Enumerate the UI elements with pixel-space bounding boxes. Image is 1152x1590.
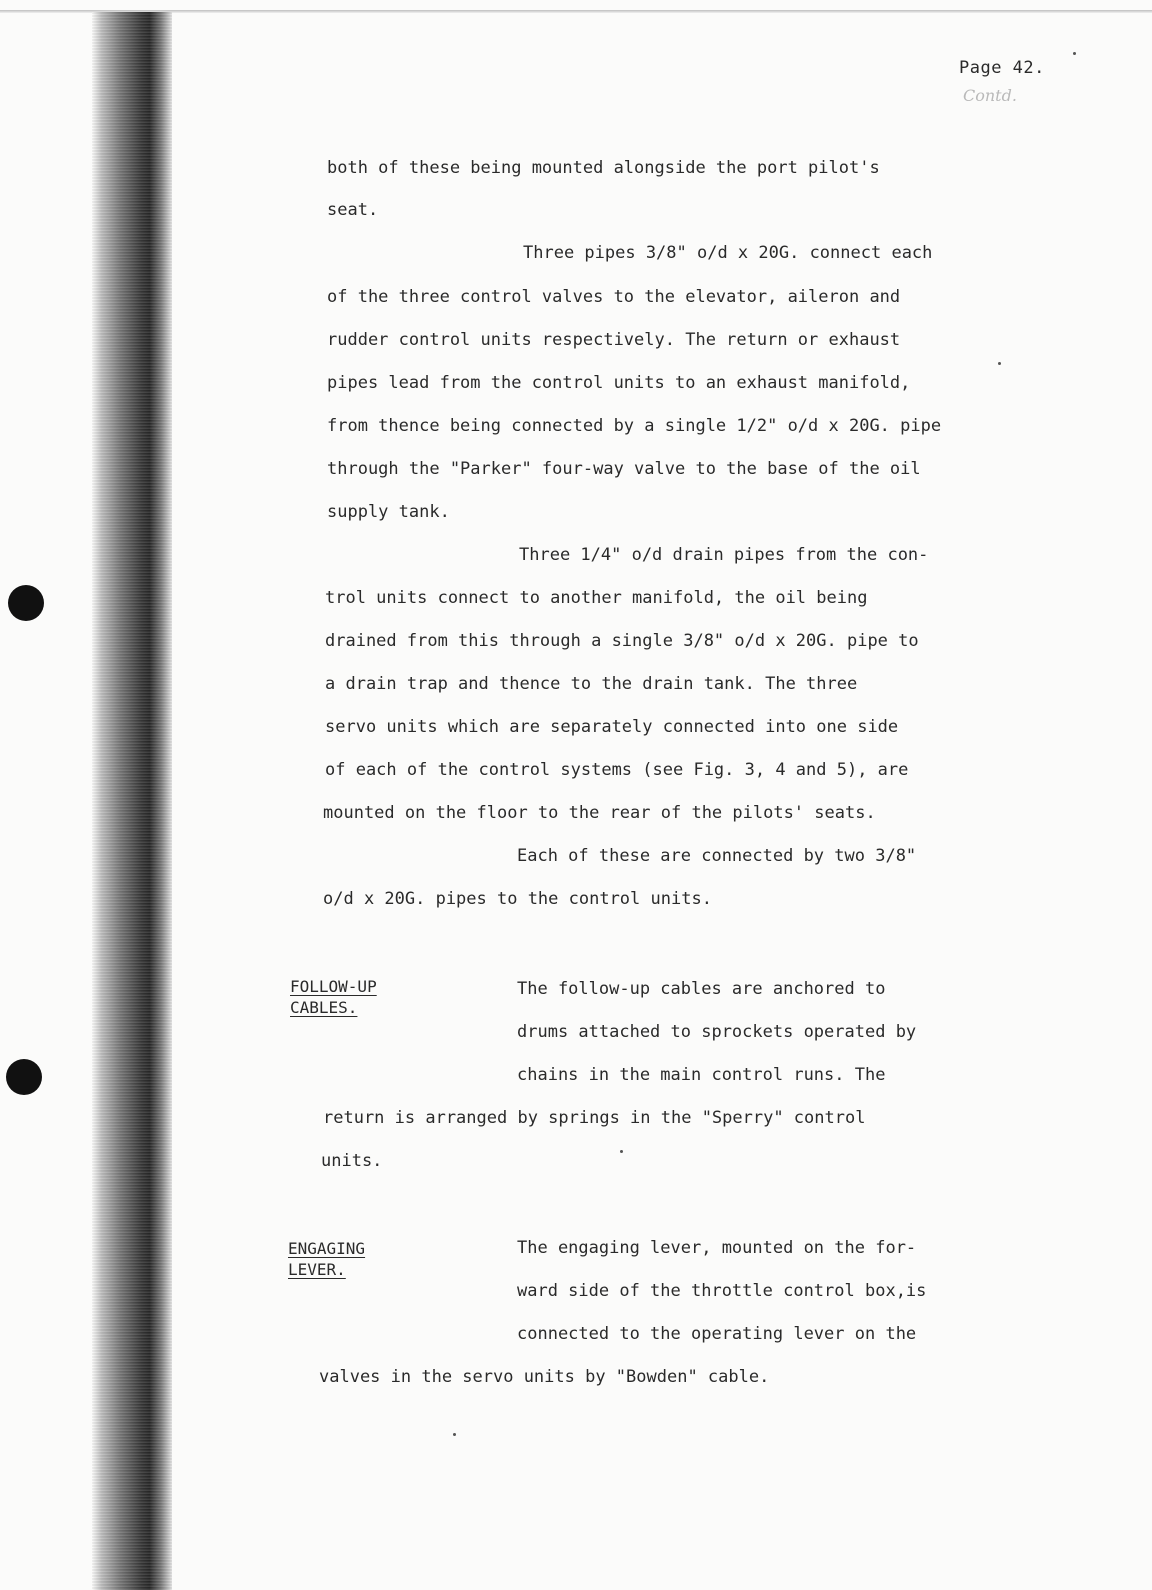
engaging-line-4: valves in the servo units by "Bowden" cable. [319, 1367, 770, 1387]
scan-speck [1073, 52, 1076, 55]
paragraph-3-line-2: trol units connect to another manifold, the oil being [325, 588, 868, 608]
engaging-line-1: The engaging lever, mounted on the for- [517, 1238, 917, 1258]
paragraph-3-line-4: a drain trap and thence to the drain tank. The three [325, 674, 858, 694]
punch-hole-upper [8, 585, 44, 621]
paragraph-2-line-3: rudder control units respectively. The return or exhaust [327, 330, 901, 350]
page-number: Page 42. [959, 58, 1045, 78]
paragraph-3-line-6: of each of the control systems (see Fig. 3, 4 and 5), are [325, 760, 909, 780]
engaging-line-3: connected to the operating lever on the [517, 1324, 917, 1344]
scan-speck [453, 1433, 456, 1436]
section-heading-follow-up-line-1: FOLLOW-UP [290, 977, 377, 996]
punch-hole-lower [6, 1059, 42, 1095]
binding-texture [92, 12, 172, 1590]
follow-up-line-2: drums attached to sprockets operated by [517, 1022, 917, 1042]
paragraph-4-line-1: Each of these are connected by two 3/8" [517, 846, 917, 866]
paragraph-4-line-2: o/d x 20G. pipes to the control units. [323, 889, 712, 909]
paragraph-1-line-1 [327, 158, 949, 178]
top-edge-shadow [0, 10, 1152, 13]
follow-up-line-3: chains in the main control runs. The [517, 1065, 886, 1085]
paragraph-3-line-7: mounted on the floor to the rear of the pilots' seats. [323, 803, 876, 823]
section-heading-engaging-line-1: ENGAGING [288, 1239, 366, 1258]
follow-up-line-4: return is arranged by springs in the "Sperry" control [323, 1108, 866, 1128]
section-heading-follow-up-line-2: CABLES. [290, 998, 358, 1017]
paragraph-2-line-4: pipes lead from the control units to an exhaust manifold, [327, 373, 911, 393]
follow-up-line-5: units. [321, 1151, 383, 1171]
paragraph-3-line-3: drained from this through a single 3/8" o/d x 20G. pipe to [325, 631, 919, 651]
scan-speck [620, 1150, 623, 1153]
paragraph-2-line-1: Three pipes 3/8" o/d x 20G. connect each [523, 243, 933, 263]
pencil-annotation: Contd. [963, 86, 1017, 105]
paragraph-3-line-1: Three 1/4" o/d drain pipes from the con- [519, 545, 929, 565]
paragraph-2-line-2: of the three control valves to the elevator, aileron and [327, 287, 901, 307]
follow-up-line-1: The follow-up cables are anchored to [517, 979, 886, 999]
text-line: both of these being mounted alongside the port pilot's [327, 158, 880, 178]
paragraph-3-line-5: servo units which are separately connected into one side [325, 717, 899, 737]
section-heading-engaging-line-2: LEVER. [288, 1260, 346, 1279]
paragraph-2-line-6: through the "Parker" four-way valve to the base of the oil [327, 459, 921, 479]
paragraph-2-line-7: supply tank. [327, 502, 450, 522]
scan-speck [998, 362, 1001, 365]
paragraph-1-line-2: seat. [327, 200, 379, 220]
engaging-line-2: ward side of the throttle control box,is [517, 1281, 927, 1301]
paragraph-2-line-5: from thence being connected by a single 1/2" o/d x 20G. pipe [327, 416, 942, 436]
